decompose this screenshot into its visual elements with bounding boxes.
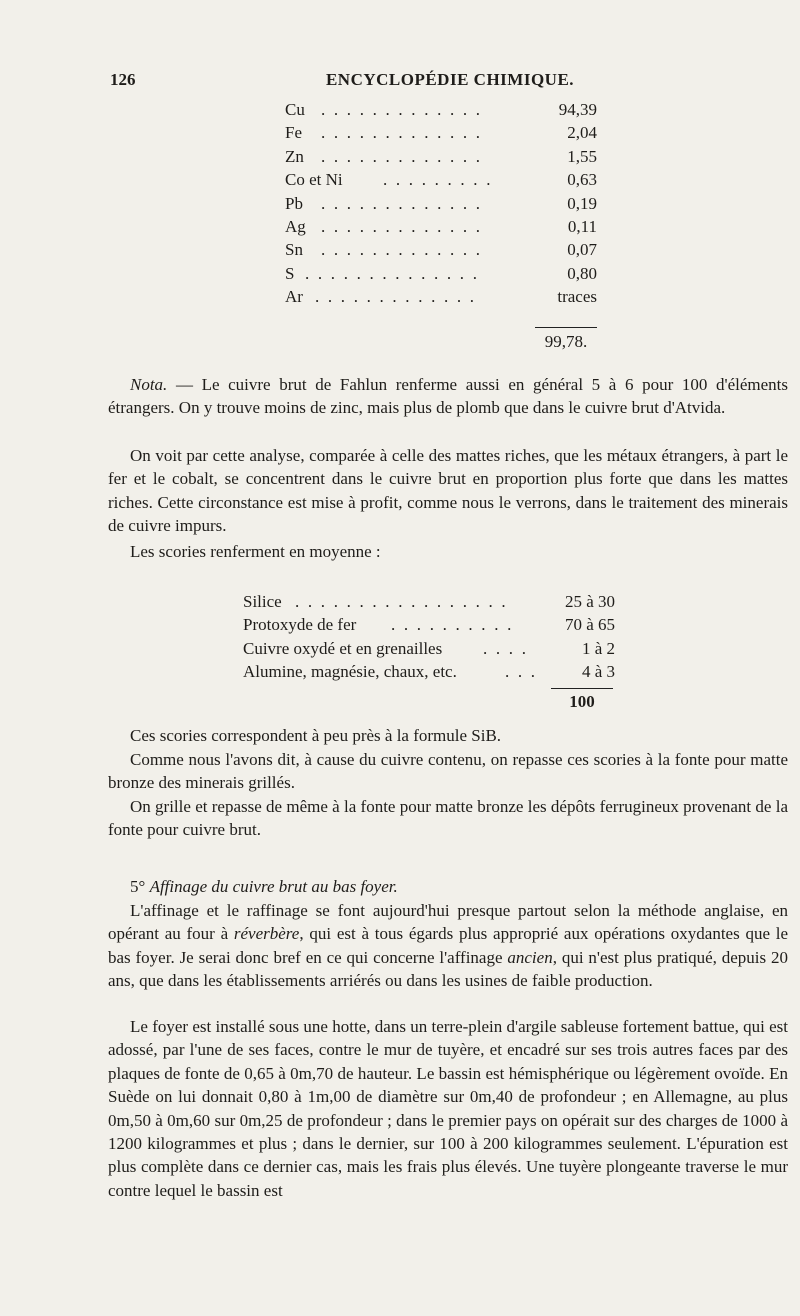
text-run: , qui est à tous égards plus approprié aux opérations oxydantes que le bas foyer. Je serai donc bref en ce qui concerne l'affinage: [108, 924, 789, 967]
element-name: Cu: [285, 100, 305, 119]
table-row: S . . . . . . . . . . . . . . 0,80: [285, 262, 605, 285]
nota-text: — Le cuivre brut de Fahlun renferme aussi en général 5 à 6 pour 100 d'éléments étrangers. On y trouve moins de zinc, mais plus de plomb que dans le cuivre brut d'Atvida.: [108, 375, 788, 418]
table-row: Zn . . . . . . . . . . . . . 1,55: [285, 145, 605, 168]
element-value: 0,63: [567, 170, 597, 190]
element-value: 0,80: [567, 263, 597, 283]
table-row: Protoxyde de fer . . . . . . . . . . 70 à 65: [243, 613, 623, 636]
running-title: ENCYCLOPÉDIE CHIMIQUE.: [325, 70, 575, 89]
table-row: Ag . . . . . . . . . . . . . 0,11: [285, 215, 605, 238]
term-ancien: ancien: [507, 947, 553, 967]
affinage-paragraph: [108, 899, 788, 993]
table-total: 99,78.: [544, 332, 588, 351]
paragraph-text: Le foyer est installé sous une hotte, dans un terre-plein d'argile sableuse fortement battue, qui est adossé, par l'une de ses faces, contre le mur de tuyère, et encadré sur ses trois autres faces par des plaques de fonte de 0,65 à 0m,70 de hauteur. Le bassin est hémisphérique ou légèrement ovoïde. En Suède on lui donnait 0,80 à 1m,00 de diamètre sur 0m,40 de profondeur ; en Allemagne, au plus 0m,50 à 0m,60 sur 0m,25 de profondeur ; dans le premier pays on opérait sur des charges de 1000 à 1200 kilogrammes et plus ; dans le dernier, sur 100 à 200 kilogrammes seulement. L'épuration est plus complète dans ce dernier cas, mais les frais plus élevés. Une tuyère plongeante traverse le mur contre lequel le bassin est: [108, 1017, 788, 1200]
element-value: 1,55: [567, 146, 597, 166]
term-reverbere: réverbère: [233, 924, 300, 944]
nota-paragraph: [108, 373, 788, 420]
element-name: Fe: [285, 123, 302, 143]
component-value: 4 à 3: [581, 662, 615, 682]
formula-paragraph: [108, 724, 788, 747]
element-name: Ar: [285, 287, 303, 307]
component-name: Protoxyde de fer: [243, 615, 357, 635]
scories-table: [243, 590, 623, 711]
table-row: Cuivre oxydé et en grenailles . . . . 1 à 2: [243, 637, 623, 660]
element-name: Zn: [285, 146, 304, 166]
element-value: 0,07: [567, 240, 597, 260]
paragraph-text: Comme nous l'avons dit, à cause du cuivre contenu, on repasse ces scories à la fonte pour matte bronze des minerais grillés.: [108, 750, 788, 793]
table-row: Sn . . . . . . . . . . . . . 0,07: [285, 238, 605, 261]
component-value: 25 à 30: [564, 592, 615, 611]
analysis-paragraph: [108, 444, 788, 538]
table-total: 100: [569, 692, 595, 711]
component-name: Silice: [243, 592, 282, 611]
element-name: S: [285, 263, 295, 283]
scories-intro: [108, 540, 788, 563]
element-name: Ag: [285, 216, 306, 236]
paragraph-text: On voit par cette analyse, comparée à celle des mattes riches, que les métaux étrangers, à part le fer et le cobalt, se concentrent dans le cuivre brut en proportion plus forte que dans les mattes riches. Cette circonstance est mise à profit, comme nous le verrons, dans le traitement des minerais de cuivre impurs.: [108, 446, 788, 536]
component-value: 70 à 65: [564, 615, 615, 635]
element-name: Pb: [285, 193, 303, 213]
element-name: Sn: [285, 240, 303, 260]
table-row: Alumine, magnésie, chaux, etc. . . . 4 à 3: [243, 660, 623, 683]
component-name: Cuivre oxydé et en grenailles: [243, 638, 443, 658]
element-value: 0,19: [567, 193, 597, 213]
table-row: Silice . . . . . . . . . . . . . . . . . 25 à 30: [243, 590, 623, 613]
element-name: Co et Ni: [285, 170, 343, 190]
paragraph-text: On grille et repasse de même à la fonte pour matte bronze les dépôts ferrugineux provenant de la fonte pour cuivre brut.: [108, 797, 788, 840]
paragraph-text: Les scories renferment en moyenne :: [130, 542, 381, 561]
text-run: L'affinage et le raffinage se font aujourd'hui presque partout selon la méthode anglaise, en opérant au four à: [108, 901, 788, 944]
table-row: Pb . . . . . . . . . . . . . 0,19: [285, 192, 605, 215]
foyer-paragraph: [108, 1015, 788, 1202]
page-number: 126: [110, 70, 136, 89]
repasse-paragraph: [108, 748, 788, 795]
element-value: 0,11: [567, 216, 597, 236]
paragraph-text: Ces scories correspondent à peu près à la formule SiB.: [130, 726, 502, 745]
component-value: 1 à 2: [581, 638, 615, 658]
section-number: 5°: [130, 877, 146, 896]
page-header: [110, 70, 790, 94]
element-value: traces: [557, 287, 597, 307]
component-name: Alumine, magnésie, chaux, etc.: [243, 662, 457, 682]
section-title: Affinage du cuivre brut au bas foyer.: [149, 877, 398, 896]
section-heading: [108, 875, 788, 898]
grille-paragraph: [108, 795, 788, 842]
composition-table: [285, 98, 605, 351]
table-row: Cu . . . . . . . . . . . . . 94,39: [285, 98, 605, 121]
element-value: 2,04: [567, 123, 597, 143]
sum-rule: [535, 327, 597, 328]
nota-label: Nota.: [130, 375, 168, 394]
table-row: Co et Ni . . . . . . . . . 0,63: [285, 168, 605, 191]
table-row: Fe . . . . . . . . . . . . . 2,04: [285, 121, 605, 144]
text-run: , qui n'est plus pratiqué, depuis 20 ans, que dans les établissements arriérés ou dans les usines de faible production.: [108, 947, 788, 991]
sum-rule: [551, 688, 613, 689]
element-value: 94,39: [558, 100, 597, 119]
table-row: Ar . . . . . . . . . . . . . traces: [285, 285, 605, 308]
